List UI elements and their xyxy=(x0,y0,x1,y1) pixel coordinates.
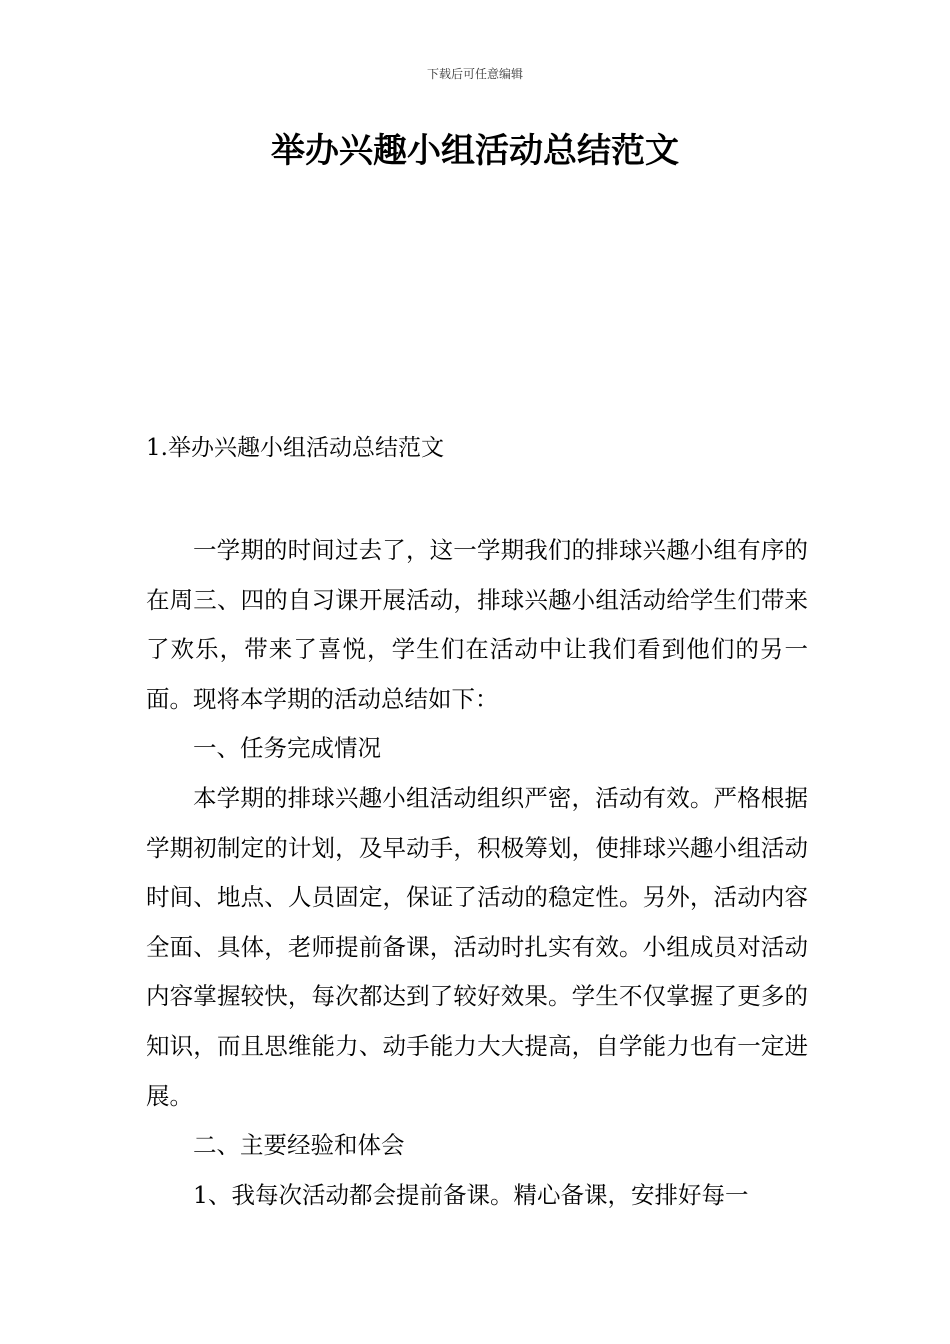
paragraph-task-completion: 本学期的排球兴趣小组活动组织严密，活动有效。严格根据学期初制定的计划，及早动手，积极筹划，使排球兴趣小组活动时间、地点、人员固定，保证了活动的稳定性。另外，活动内容全面、具体，老师提前备课，活动时扎实有效。小组成员对活动内容掌握较快，每次都达到了较好效果。学生不仅掌握了更多的知识，而且思维能力、动手能力大大提高，自学能力也有一定进展。 xyxy=(146,783,808,1110)
paragraph-intro: 一学期的时间过去了，这一学期我们的排球兴趣小组有序的在周三、四的自习课开展活动，排球兴趣小组活动给学生们带来了欢乐，带来了喜悦，学生们在活动中让我们看到他们的另一面。现将本学期的活动总结如下： xyxy=(146,536,808,713)
paragraph-experience-1: 1、我每次活动都会提前备课。精心备课，安排好每一 xyxy=(193,1180,749,1209)
heading-task-completion: 一、任务完成情况 xyxy=(193,734,381,763)
header-note: 下载后可任意编辑 xyxy=(426,67,523,81)
section-title: 1.举办兴趣小组活动总结范文 xyxy=(146,435,444,461)
heading-experience: 二、主要经验和体会 xyxy=(193,1131,405,1160)
document-title: 举办兴趣小组活动总结范文 xyxy=(271,131,679,171)
document-body xyxy=(146,526,808,1220)
